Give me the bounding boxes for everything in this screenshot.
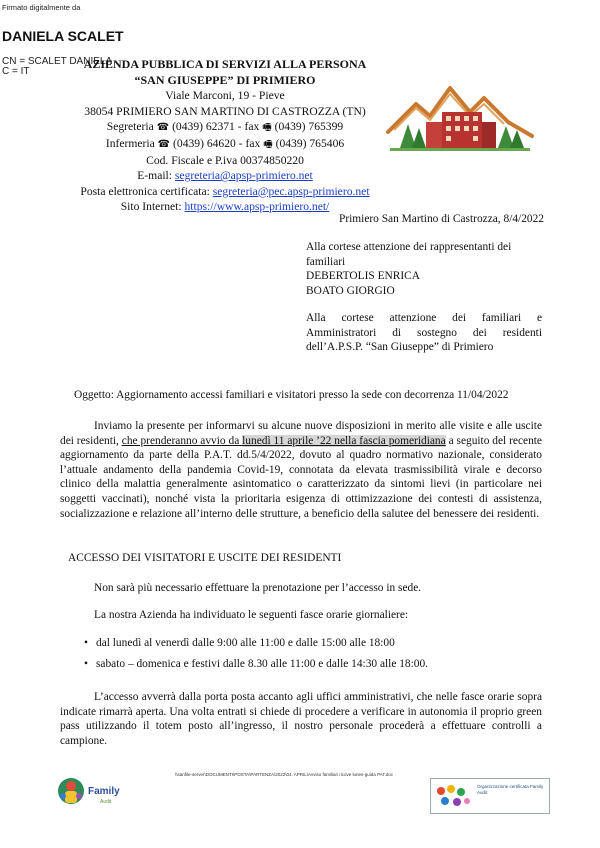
list-item	[84, 637, 395, 649]
cod-fiscale: Cod. Fiscale e P.iva 00374850220	[146, 153, 304, 167]
pec-label: Posta elettronica certificata:	[80, 184, 210, 198]
recipient-name: BOATO GIORGIO	[306, 284, 395, 297]
signature-cn: CN = SCALET DANIELA	[2, 56, 113, 67]
signature-caption: Firmato digitalmente da	[2, 3, 81, 12]
family-logo-icon	[56, 776, 86, 808]
intro-text-3: a seguito del recente aggiornamento da parte della P.A.T. dd.5/4/2022, dovuto al quadro normativo nazionale, considerato l’attuale andamento della pandemia Covid-19, connotata da elevata trasmissibilità virale e decorso clinico della malattia generalmente asintomatico o caratterizzato da sintomi lievi (in particolare nei soggetti vaccinati), nonché vista la prioritaria esigenza di ottimizzazione dei contesti di assistenza, socializzazione e relazione all’interno delle strutture, a beneficio della salutee del benessere dei residenti.	[60, 434, 542, 520]
fax-label: - fax	[238, 136, 261, 150]
family-logo-text: Family	[88, 786, 120, 797]
date-line: Primiero San Martino di Castrozza, 8/4/2022	[339, 213, 544, 225]
segreteria-label: Segreteria	[106, 120, 154, 134]
weekend-hours: sabato – domenica e festivi dalle 8.30 alle 11:00 e dalle 14:30 alle 18:00.	[96, 658, 429, 670]
infermeria-phone: (0439) 64620	[173, 136, 236, 150]
certification-text: Organizzazione certificata Family Audit	[477, 784, 544, 795]
email-line	[40, 168, 410, 184]
recipient-name: DEBERTOLIS ENRICA	[306, 270, 420, 283]
intro-underlined	[122, 435, 446, 447]
subject-line: Oggetto: Aggiornamento accessi familiari e visitatori presso la sede con decorrenza 11/04/2022	[74, 389, 509, 401]
fax-icon: 🖷	[262, 122, 272, 134]
time-slots-intro: La nostra Azienda ha individuato le seguenti fasce orarie giornaliere:	[94, 609, 409, 621]
infermeria-line	[40, 136, 410, 153]
infermeria-label: Infermeria	[105, 136, 155, 150]
certification-icon	[433, 781, 473, 811]
start-date-highlight: lunedì 11 aprile ’22 nella fascia pomeridiana	[242, 434, 446, 447]
org-name-line1: AZIENDA PUBBLICA DI SERVIZI ALLA PERSONA	[83, 57, 367, 71]
intro-paragraph	[60, 419, 542, 521]
address-line1: Viale Marconi, 19 - Pieve	[165, 89, 285, 103]
site-link[interactable]: https://www.apsp-primiero.net/	[184, 200, 330, 214]
section-title: ACCESSO DEI VISITATORI E USCITE DEI RESIDENTI	[68, 552, 342, 564]
signature-name: DANIELA SCALET	[2, 28, 124, 44]
segreteria-phone: (0439) 62371	[172, 120, 235, 134]
address-line2: 38054 PRIMIERO SAN MARTINO DI CASTROZZA (TN)	[84, 104, 366, 118]
org-name-line2: “SAN GIUSEPPE” DI PRIMIERO	[134, 72, 316, 87]
access-paragraph: L’accesso avverrà dalla porta posta accanto agli uffici amministrativi, che nelle fasce orarie sopra indicate rimarrà aperta. Una volta entrati si chiede di procedere a verificare in autonomia il proprio green pass utilizzando il totem posto all’ingresso, il nostro personale procederà a effettuare controlli a campione.	[60, 691, 542, 747]
segreteria-line	[40, 119, 410, 136]
recipients-block	[306, 240, 542, 298]
phone-icon: ☎	[157, 138, 171, 150]
email-label: E-mail:	[137, 169, 173, 183]
certification-logo	[430, 778, 550, 814]
fax-icon: 🖷	[263, 138, 273, 150]
file-path: \\sanfile-server\DOCUMENTI\POSTA\PARTENZA\2022\04. APRIL\Avviso familiari ricove lunes-guida PAT.doc	[175, 772, 394, 777]
pec-link[interactable]: segreteria@pec.apsp-primiero.net	[212, 184, 370, 198]
intro-text-1: Inviamo la presente per informarvi su alcune nuove disposizioni in merito alle visite e alle uscite dei residenti,	[60, 420, 542, 447]
list-item	[84, 658, 428, 670]
letterhead	[40, 57, 410, 215]
no-booking-line: Non sarà più necessario effettuare la prenotazione per l’accesso in sede.	[94, 582, 422, 594]
recipients-intro: Alla cortese attenzione dei rappresentanti dei familiari	[306, 241, 512, 268]
signature-c: C = IT	[2, 66, 30, 77]
intro-text-2: che prenderanno avvio da	[121, 434, 243, 447]
pec-line	[40, 184, 410, 200]
org-logo	[386, 82, 534, 162]
bullet-icon: •	[84, 637, 88, 649]
segreteria-fax: (0439) 765399	[274, 120, 344, 134]
phone-icon: ☎	[156, 122, 170, 134]
fax-label: - fax	[237, 120, 260, 134]
recipients-second: Alla cortese attenzione dei familiari e Amministratori di sostegno dei residenti dell’A.P.S.P. “San Giuseppe” di Primiero	[306, 312, 542, 354]
family-audit-logo	[56, 774, 126, 814]
weekday-hours: dal lunedì al venerdì dalle 9:00 alle 11:00 e dalle 15:00 alle 18:00	[96, 637, 395, 649]
family-logo-sub: Audit	[100, 799, 112, 805]
infermeria-fax: (0439) 765406	[275, 136, 345, 150]
site-label: Sito Internet:	[120, 200, 182, 214]
bullet-icon: •	[84, 658, 88, 670]
email-link[interactable]: segreteria@apsp-primiero.net	[174, 169, 313, 183]
